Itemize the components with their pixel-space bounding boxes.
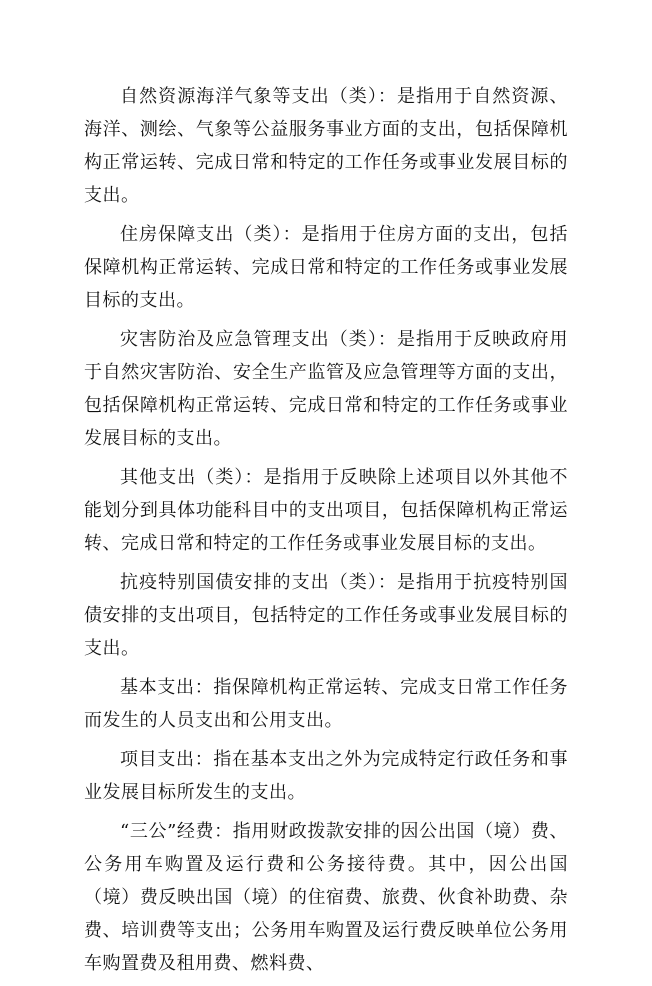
document-body [84,80,568,986]
paragraph-anti-epidemic-bond-expenditure: 抗疫特别国债安排的支出（类）：是指用于抗疫特别国债安排的支出项目，包括特定的工作任务或事业发展目标的支出。 [84,572,568,659]
paragraph-housing-expenditure: 住房保障支出（类）：是指用于住房方面的支出，包括保障机构正常运转、完成日常和特定的工作任务或事业发展目标的支出。 [84,224,568,311]
paragraph-three-public-funds: “三公”经费：指用财政拨款安排的因公出国（境）费、公务用车购置及运行费和公务接待费。其中，因公出国（境）费反映出国（境）的住宿费、旅费、伙食补助费、杂费、培训费等支出；公务用车购置及运行费反映单位公务用车购置费及租用费、燃料费、 [84,821,568,974]
paragraph-basic-expenditure: 基本支出：指保障机构正常运转、完成支日常工作任务而发生的人员支出和公用支出。 [84,677,568,731]
paragraph-project-expenditure: 项目支出：指在基本支出之外为完成特定行政任务和事业发展目标所发生的支出。 [84,749,568,803]
paragraph-natural-resources-expenditure: 自然资源海洋气象等支出（类）：是指用于自然资源、海洋、测绘、气象等公益服务事业方面的支出，包括保障机构正常运转、完成日常和特定的工作任务或事业发展目标的支出。 [84,86,568,206]
paragraph-other-expenditure: 其他支出（类）：是指用于反映除上述项目以外其他不能划分到具体功能科目中的支出项目，包括保障机构正常运转、完成日常和特定的工作任务或事业发展目标的支出。 [84,467,568,554]
paragraph-disaster-prevention-expenditure: 灾害防治及应急管理支出（类）：是指用于反映政府用于自然灾害防治、安全生产监管及应急管理等方面的支出，包括保障机构正常运转、完成日常和特定的工作任务或事业发展目标的支出。 [84,329,568,449]
